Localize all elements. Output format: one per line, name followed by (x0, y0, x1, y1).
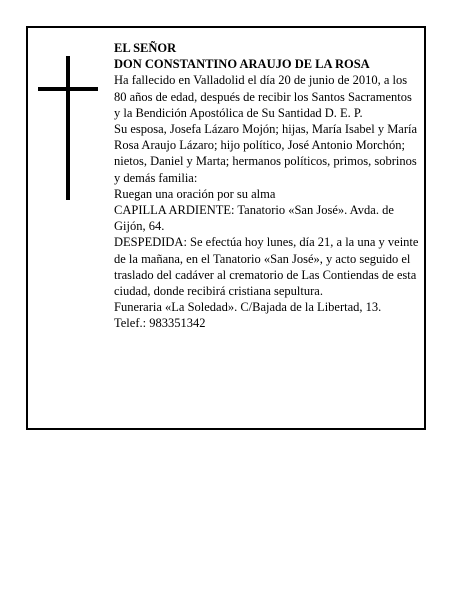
deceased-name: DON CONSTANTINO ARAUJO DE LA ROSA (114, 57, 370, 72)
farewell-details: DESPEDIDA: Se efectúa hoy lunes, día 21, a la una y veinte de la mañana, en el Tanatorio «San José», y acto seguido el traslado del cadáver al crematorio de Las Contiendas de esta ciudad, donde recibirá cristiana sepultura. (114, 235, 419, 299)
family-list: Su esposa, Josefa Lázaro Mojón; hijas, María Isabel y María Rosa Araujo Lázaro; hijo político, José Antonio Morchón; nietos, Daniel y Marta; hermanos políticos, primos, sobrinos y demás familia: (114, 122, 418, 185)
latin-cross-icon (38, 56, 98, 200)
phone-number: Telef.: 983351342 (114, 316, 206, 331)
obituary-notice (26, 26, 426, 430)
funeral-home: Funeraria «La Soledad». C/Bajada de la Libertad, 13. (114, 300, 382, 315)
cross-horizontal-bar (38, 87, 98, 91)
prayer-request: Ruegan una oración por su alma (114, 186, 276, 201)
title-line-1: EL SEÑOR (114, 41, 177, 55)
notice-text (114, 40, 420, 332)
death-announcement: Ha fallecido en Valladolid el día 20 de junio de 2010, a los 80 años de edad, después de recibir los Santos Sacramentos y la Bendición Apostólica de Su Santidad D. E. P. (114, 73, 412, 120)
funeral-chapel: CAPILLA ARDIENTE: Tanatorio «San José». Avda. de Gijón, 64. (114, 203, 394, 234)
cross-vertical-bar (66, 56, 70, 200)
